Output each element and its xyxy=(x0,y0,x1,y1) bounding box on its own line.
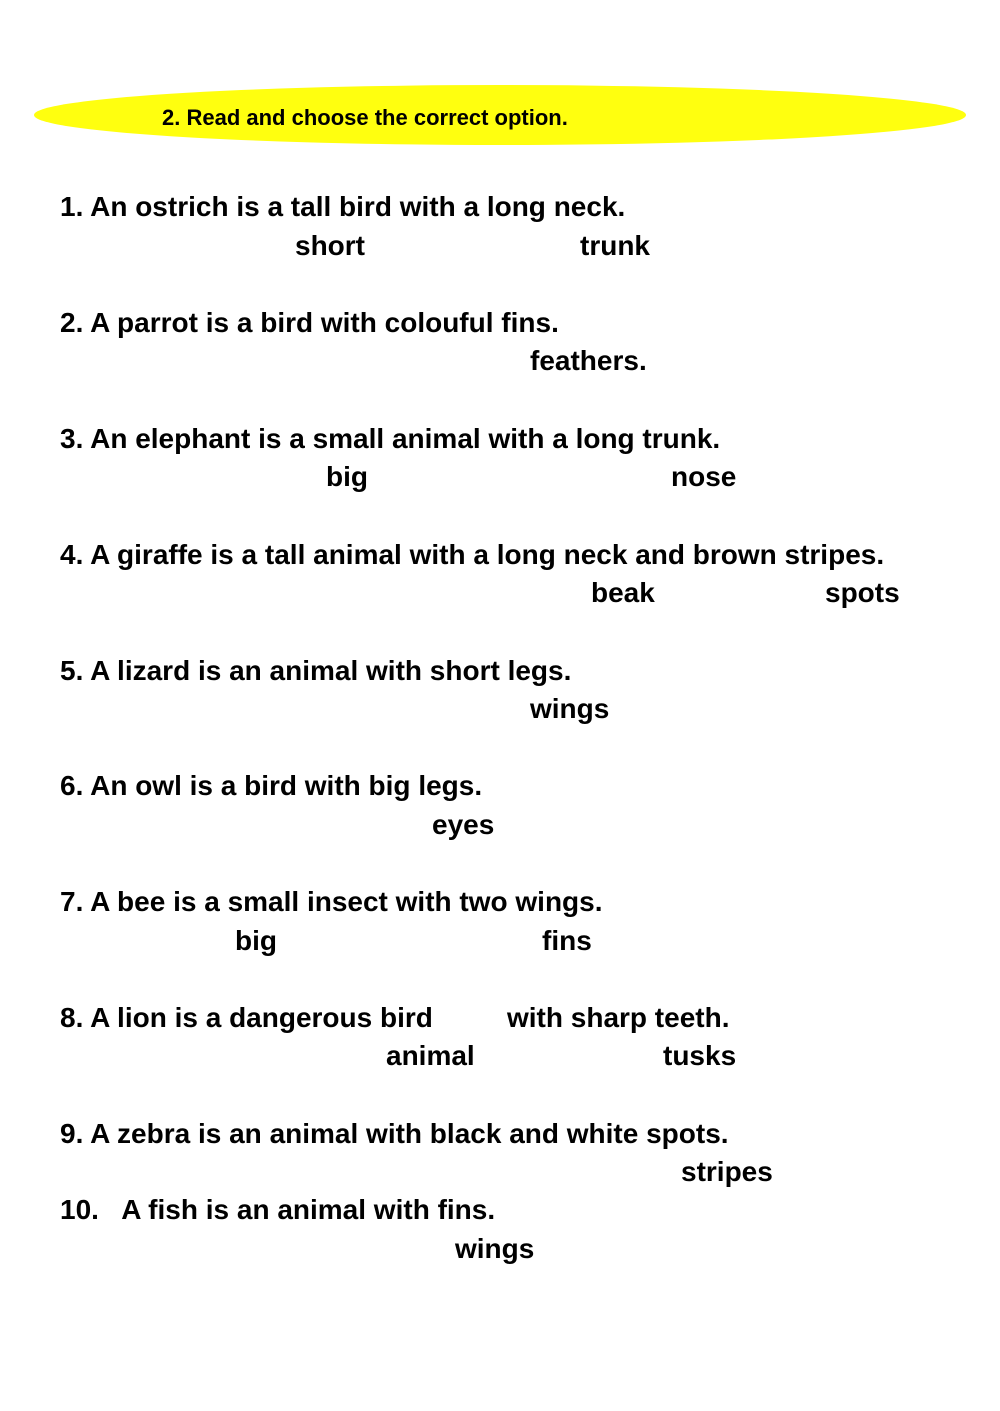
sentence-1: 1. An ostrich is a tall bird with a long neck. xyxy=(60,191,626,222)
sentence-8-end: with sharp teeth. xyxy=(507,1002,730,1033)
option-7a[interactable]: big xyxy=(235,925,277,956)
option-10a[interactable]: wings xyxy=(455,1233,535,1264)
option-6a[interactable]: eyes xyxy=(432,809,495,840)
sentence-5: 5. A lizard is an animal with short legs. xyxy=(60,655,572,686)
sentence-9: 9. A zebra is an animal with black and white spots. xyxy=(60,1118,729,1149)
instruction-text: 2. Read and choose the correct option. xyxy=(162,105,568,130)
option-1a[interactable]: short xyxy=(295,230,365,261)
sentence-2: 2. A parrot is a bird with colouful fins. xyxy=(60,307,559,338)
sentence-10: 10. A fish is an animal with fins. xyxy=(60,1194,496,1225)
sentence-3: 3. An elephant is a small animal with a long trunk. xyxy=(60,423,721,454)
option-4b[interactable]: spots xyxy=(825,577,900,608)
option-5a[interactable]: wings xyxy=(530,693,610,724)
option-8b[interactable]: tusks xyxy=(663,1040,737,1071)
sentence-6: 6. An owl is a bird with big legs. xyxy=(60,770,483,801)
sentence-4: 4. A giraffe is a tall animal with a long neck and brown stripes. xyxy=(60,539,885,570)
option-2a[interactable]: feathers. xyxy=(530,345,647,376)
option-4a[interactable]: beak xyxy=(591,577,655,608)
option-9a[interactable]: stripes xyxy=(681,1156,773,1187)
option-3b[interactable]: nose xyxy=(671,461,737,492)
sentence-7: 7. A bee is a small insect with two wings. xyxy=(60,886,603,917)
sentence-8-start: 8. A lion is a dangerous bird xyxy=(60,1002,433,1033)
option-3a[interactable]: big xyxy=(326,461,368,492)
option-1b[interactable]: trunk xyxy=(580,230,650,261)
option-8a[interactable]: animal xyxy=(386,1040,475,1071)
option-7b[interactable]: fins xyxy=(542,925,592,956)
